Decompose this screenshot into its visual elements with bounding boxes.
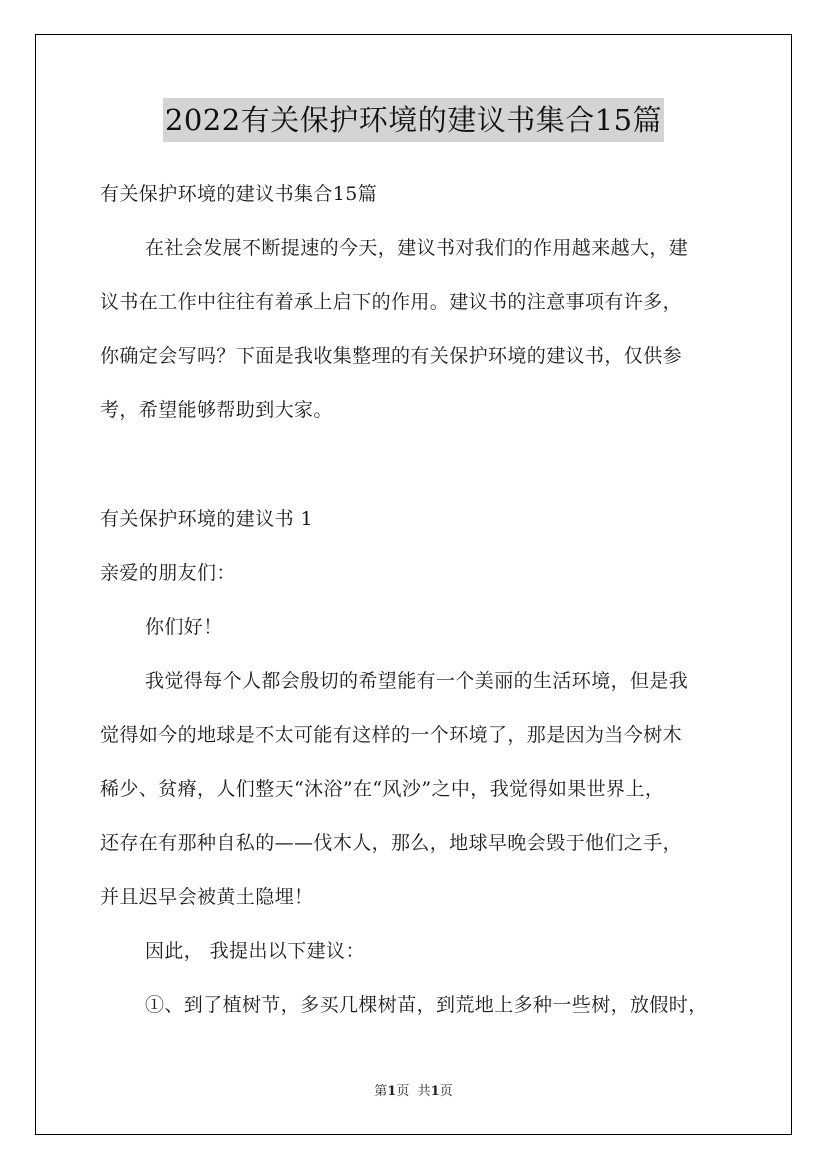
suggestion-item: ①、到了植树节，多买几棵树苗，到荒地上多种一些树，放假时， [145, 994, 708, 1016]
intro-line: 考，希望能够帮助到大家。 [100, 399, 333, 421]
body-line: 觉得如今的地球是不太可能有这样的一个环境了，那是因为当今树木 [100, 724, 683, 746]
intro-line: 你确定会写吗？下面是我收集整理的有关保护环境的建议书，仅供参 [100, 345, 683, 367]
total-pages: 1 [430, 1084, 440, 1099]
document-subtitle: 有关保护环境的建议书集合15篇 [100, 183, 378, 205]
body-line: 并且迟早会被黄土隐埋！ [100, 886, 314, 908]
intro-line: 议书在工作中往往有着承上启下的作用。建议书的注意事项有许多， [100, 291, 683, 313]
title-container [0, 98, 827, 142]
body-line: 还存在有那种自私的——伐木人，那么，地球早晚会毁于他们之手， [100, 832, 683, 854]
page-unit: 页 [396, 1084, 410, 1099]
document-title: 2022有关保护环境的建议书集合15篇 [163, 98, 664, 142]
section-heading: 有关保护环境的建议书 1 [100, 508, 313, 530]
total-unit: 页 [439, 1084, 453, 1099]
page-prefix: 第 [374, 1084, 388, 1099]
body-line: 我觉得每个人都会殷切的希望能有一个美丽的生活环境，但是我 [145, 670, 689, 692]
intro-line: 在社会发展不断提速的今天，建议书对我们的作用越来越大，建 [145, 237, 689, 259]
body-line: 稀少、贫瘠，人们整天“沐浴”在“风沙”之中，我觉得如果世界上， [100, 778, 665, 800]
suggestion-intro: 因此， 我提出以下建议： [145, 940, 365, 962]
page-number: 1 [387, 1084, 397, 1099]
greeting: 你们好！ [145, 616, 223, 638]
total-prefix: 共 [417, 1084, 431, 1099]
salutation: 亲爱的朋友们： [100, 562, 236, 584]
page-footer [0, 1083, 827, 1101]
